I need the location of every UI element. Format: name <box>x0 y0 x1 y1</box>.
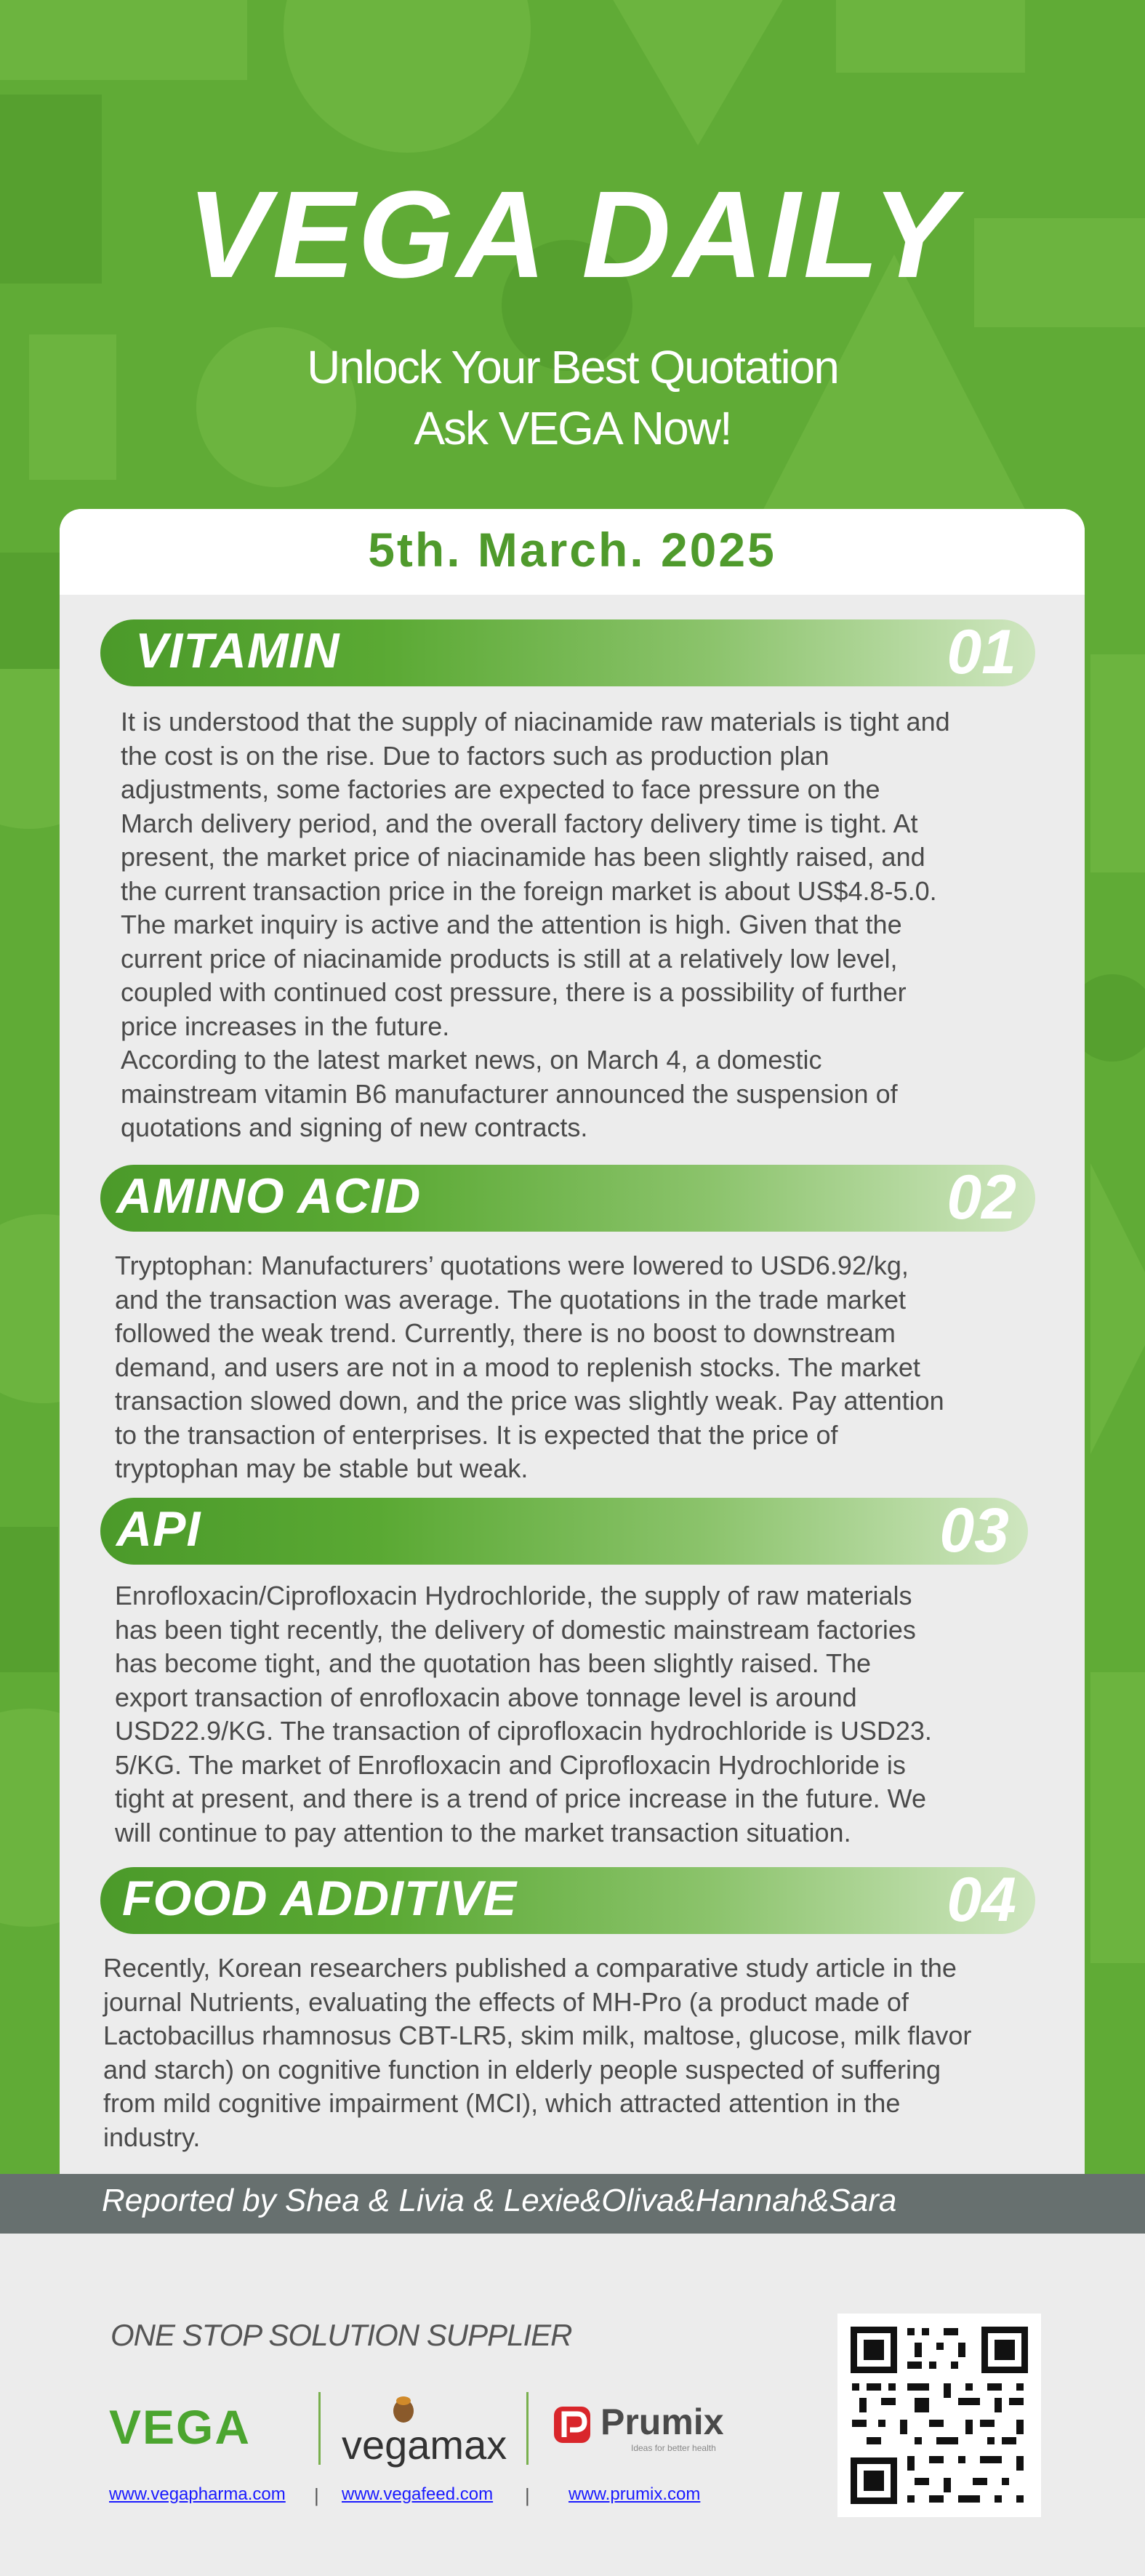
vegamax-logo <box>342 2395 507 2468</box>
section-header-amino-acid <box>100 1165 1035 1232</box>
section-body-food-additive: Recently, Korean researchers published a comparative study article in the journal Nutrients, evaluating the effects of MH-Pro (a product made of Lactobacillus rhamnosus CBT-LR5, skim milk, maltose, glucose, milk flavor and starch) on cognitive function in elderly people suspected of suffering from mild cognitive impairment (MCI), which attracted attention in the industry. <box>103 1953 972 2152</box>
prumix-link[interactable]: www.prumix.com <box>569 2484 701 2504</box>
content-card <box>60 509 1085 2181</box>
link-separator: | <box>314 2484 319 2506</box>
section-number: 03 <box>939 1496 1009 1565</box>
reporter-credit: Reported by Shea & Livia & Lexie&Oliva&Hannah&Sara <box>102 2183 897 2218</box>
prumix-tagline: Ideas for better health <box>631 2443 716 2453</box>
section-header-food-additive <box>100 1867 1035 1934</box>
qr-code[interactable] <box>837 2314 1041 2517</box>
logo-divider <box>526 2392 529 2465</box>
issue-date: 5th. March. 2025 <box>368 523 776 577</box>
section-header-vitamin <box>100 619 1035 686</box>
vegafeed-link[interactable]: www.vegafeed.com <box>342 2484 494 2504</box>
date-header <box>60 509 1085 595</box>
supplier-tagline: ONE STOP SOLUTION SUPPLIER <box>111 2318 572 2352</box>
section-body-vitamin: It is understood that the supply of niacinamide raw materials is tight and the cost is on the rise. Due to factors such as production plan adjustments, some factories are expected to face pressure on the March delivery period, and the overall factory delivery time is tight. At present, the market price of niacinamide has been slightly raised, and the current transaction price in the foreign market is about US$4.8-5.0. The market inquiry is active and the attention is high. Given that the current price of niacinamide products is still at a relatively low level, coupled with continued cost pressure, there is a possibility of further price increases in the future. According to the latest market news, on March 4, a domestic mainstream vitamin B6 manufacturer announced the suspension of quotations and signing of new contracts. <box>121 707 950 1142</box>
tagline-line-2: Ask VEGA Now! <box>414 402 731 454</box>
prumix-mark-icon <box>551 2402 596 2447</box>
section-title: VITAMIN <box>135 623 340 678</box>
qr-code-icon <box>837 2314 1041 2517</box>
vega-logo <box>109 2399 251 2455</box>
section-number: 02 <box>947 1163 1016 1232</box>
section-title: AMINO ACID <box>116 1168 422 1224</box>
newsletter-title: VEGA DAILY <box>187 166 958 304</box>
vegamax-leaf-icon <box>378 2395 429 2424</box>
section-number: 01 <box>947 617 1016 687</box>
footer <box>0 2234 1145 2576</box>
link-separator: | <box>525 2484 530 2506</box>
tagline-line-1: Unlock Your Best Quotation <box>307 341 838 393</box>
section-body-amino-acid: Tryptophan: Manufacturers’ quotations were lowered to USD6.92/kg, and the transaction was average. The quotations in the trade market followed the weak trend. Currently, there is no boost to downstream demand, and users are not in a mood to replenish stocks. The market transaction slowed down, and the price was slightly weak. Pay attention to the transaction of enterprises. It is expected that the price of tryptophan may be stable but weak. <box>115 1251 944 1483</box>
vegapharma-link[interactable]: www.vegapharma.com <box>109 2484 286 2504</box>
section-body-api: Enrofloxacin/Ciprofloxacin Hydrochloride, the supply of raw materials has been tight recently, the delivery of domestic mainstream factories has become tight, and the quotation has been slightly raised. The export transaction of enrofloxacin above tonnage level is around USD22.9/KG. The transaction of ciprofloxacin hydrochloride is USD23. 5/KG. The market of Enrofloxacin and Ciprofloxacin Hydrochloride is tight at present, and there is a trend of price increase in the future. We will continue to pay attention to the market transaction situation. <box>115 1581 932 1847</box>
section-title: API <box>116 1501 201 1557</box>
vega-logo-text: VEGA <box>109 2400 252 2454</box>
vegamax-logo-text: vegamax <box>342 2422 507 2468</box>
section-title: FOOD ADDITIVE <box>122 1871 518 1926</box>
section-header-api <box>100 1498 1028 1565</box>
reporter-bar <box>0 2174 1145 2234</box>
logo-divider <box>318 2392 321 2465</box>
section-number: 04 <box>947 1865 1016 1935</box>
prumix-logo-text: Prumix <box>600 2402 724 2442</box>
